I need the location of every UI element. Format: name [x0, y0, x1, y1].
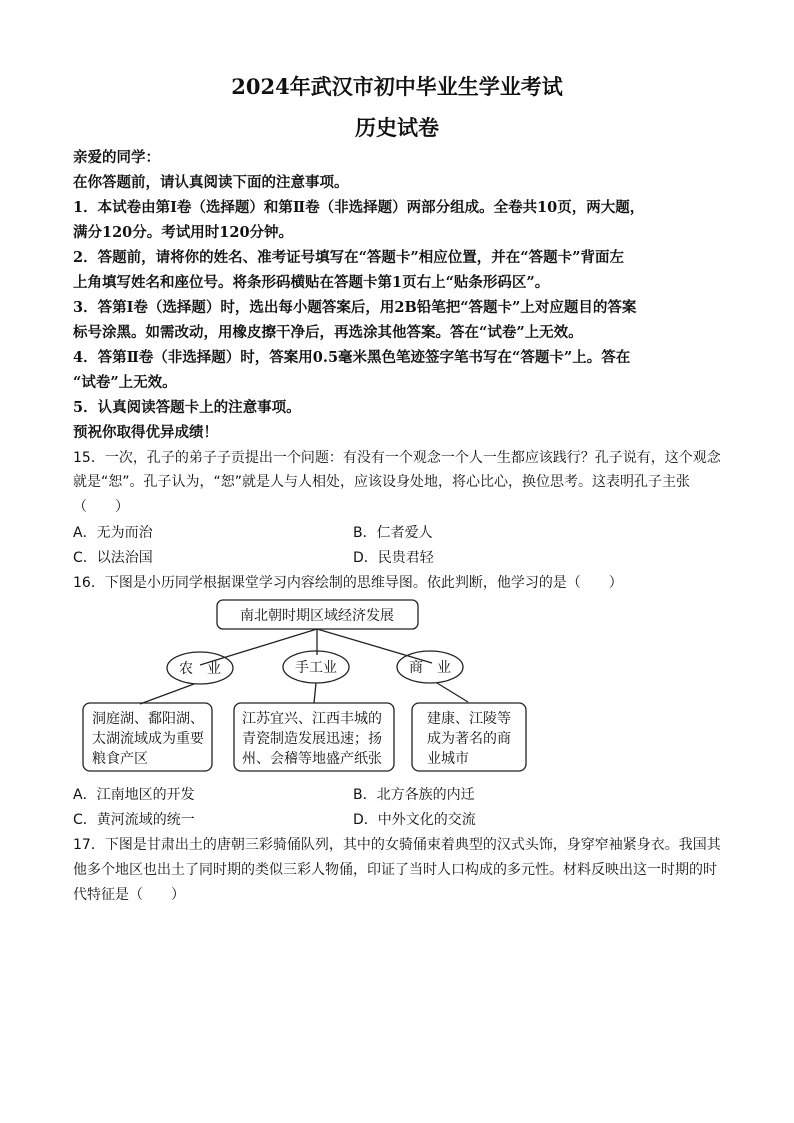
notice-intro: 在你答题前，请认真阅读下面的注意事项。	[73, 174, 349, 191]
q16-option-d: D．中外文化的交流	[353, 812, 476, 828]
mind-map-agriculture-label: 农 业	[179, 661, 221, 677]
leaf1-line1: 洞庭湖、鄱阳湖、	[92, 711, 204, 727]
q15-option-d: D．民贵君轻	[353, 550, 434, 566]
mind-map-link-commerce	[317, 629, 432, 663]
leaf3-line2: 成为著名的商	[427, 731, 511, 747]
q16-stem: 16．下图是小历同学根据课堂学习内容绘制的思维导图。依此判断，他学习的是（ ）	[73, 575, 623, 591]
leaf2-line1: 江苏宜兴、江西丰城的	[242, 711, 382, 727]
mind-map-link-leaf3	[437, 683, 468, 702]
notice-item1-line2: 满分120分。考试用时120分钟。	[73, 224, 294, 241]
mind-map-commerce-label: 商 业	[409, 660, 451, 676]
notice-item2-line2: 上角填写姓名和座位号。将条形码横贴在答题卡第1页右上“贴条形码区”。	[73, 274, 550, 291]
leaf2-line3: 州、会稽等地盛产纸张	[242, 751, 382, 767]
leaf3-line3: 业城市	[427, 751, 469, 767]
q15-stem-line1: 15．一次，孔子的弟子子贡提出一个问题：有没有一个观念一个人一生都应该践行？孔子说有，这个观念	[73, 450, 721, 466]
notice-item3-line1: 3．答第Ⅰ卷（选择题）时，选出每小题答案后，用2B铅笔把“答题卡”上对应题目的答案	[73, 299, 637, 316]
q15-option-a: A．无为而治	[73, 525, 153, 541]
leaf2-line2: 青瓷制造发展迅速；扬	[242, 731, 382, 747]
mind-map-link-leaf1	[140, 684, 194, 704]
notice-item4-line1: 4．答第Ⅱ卷（非选择题）时，答案用0.5毫米黑色笔迹签字笔书写在“答题卡”上。答在	[73, 349, 631, 366]
notice-item4-line2: “试卷”上无效。	[73, 374, 177, 391]
leaf1-line3: 粮食产区	[92, 751, 148, 767]
notice-greeting: 亲爱的同学：	[73, 149, 160, 166]
q16-option-c: C．黄河流域的统一	[73, 812, 195, 828]
exam-title: 2024年武汉市初中毕业生学业考试	[231, 74, 563, 99]
notice-item5: 5．认真阅读答题卡上的注意事项。	[73, 399, 301, 416]
q17-stem-line2: 他多个地区也出土了同时期的类似三彩人物俑，印证了当时人口构成的多元性。材料反映出这一时期的时	[73, 862, 717, 878]
mind-map-handicraft-label: 手工业	[295, 660, 337, 676]
q16-option-b: B．北方各族的内迁	[353, 787, 475, 803]
q15-option-c: C．以法治国	[73, 550, 153, 566]
q17-stem-line3: 代特征是（ ）	[73, 887, 185, 903]
leaf3-line1: 建康、江陵等	[427, 711, 511, 727]
q16-option-a: A．江南地区的开发	[73, 787, 195, 803]
q17-stem-line1: 17．下图是甘肃出土的唐朝三彩骑俑队列，其中的女骑俑束着典型的汉式头饰，身穿窄袖紧身衣。我国其	[73, 837, 721, 853]
notice-item2-line1: 2．答题前，请将你的姓名、准考证号填写在“答题卡”相应位置，并在“答题卡”背面左	[73, 249, 624, 266]
notice-item1-line1: 1．本试卷由第Ⅰ卷（选择题）和第Ⅱ卷（非选择题）两部分组成。全卷共10页，两大题，	[73, 199, 645, 216]
leaf1-line2: 太湖流域成为重要	[92, 731, 204, 747]
notice-closing: 预祝你取得优异成绩！	[73, 424, 218, 441]
mind-map-link-leaf2	[314, 683, 316, 703]
q15-option-b: B．仁者爱人	[353, 525, 433, 541]
q15-stem-line2: 就是“恕”。孔子认为，“恕”就是人与人相处，应该设身处地，将心比心，换位思考。这表明孔子主张	[73, 474, 691, 490]
mind-map-root-label: 南北朝时期区域经济发展	[240, 608, 394, 624]
notice-item3-line2: 标号涂黑。如需改动，用橡皮擦干净后，再选涂其他答案。答在“试卷”上无效。	[73, 324, 583, 341]
exam-subtitle: 历史试卷	[355, 115, 439, 140]
q15-stem-line3: （ ）	[73, 499, 129, 515]
